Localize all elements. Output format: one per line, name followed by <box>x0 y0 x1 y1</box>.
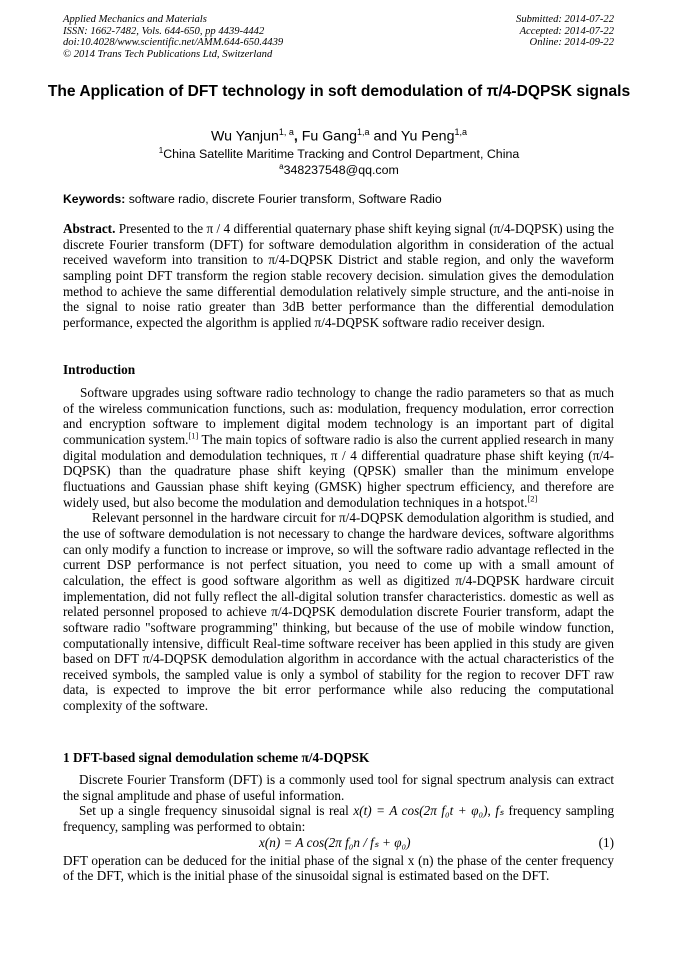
paragraph-text: , <box>487 803 491 819</box>
citation-ref: [2] <box>527 493 538 504</box>
section-heading-dft: 1 DFT-based signal demodulation scheme π/4-DQPSK <box>63 750 370 765</box>
journal-info-header <box>63 14 283 60</box>
equation-body: x(n) = A cos(2π f₀n / fₛ + φ₀) <box>259 834 411 850</box>
keywords <box>63 192 615 207</box>
online-date: Online: 2014-09-22 <box>529 37 614 49</box>
paragraph: Relevant personnel in the hardware circuit for π/4-DQPSK demodulation algorithm is studied, and the use of software demodulation is not necessary to change the hardware devices, software algorithms can only modify a function to increase or improve, so will the software radio advantage reflected in the current DSP performance is not perfect situation, you need to come up with a small amount of calculation, the effect is good software algorithm as well as digitized π/4-DQPSK hardware circuit implementation, did not fully reflect the all-digital solution transfer characteristics. domestic as well as related personnel proposed to achieve π/4-DQPSK demodulation discrete Fourier transform, adapt the software radio "software programming" thinking, but because of the use of mobile window function, computationally intensive, difficult Real-time software receiver has been applied in this study are given based on DFT π/4-DQPSK demodulation algorithm in accordance with the actual characteristics of the received symbols, the sampled value is only a symbol of stability for the region to recover DFT raw data, is expected to improve the bit error performance while also reducing the computational complexity of the software. <box>63 510 614 714</box>
email-address: 348237548@qq.com <box>283 163 399 178</box>
copyright-line: © 2014 Trans Tech Publications Ltd, Switzerland <box>63 48 273 60</box>
sampling-frequency-symbol: fₛ <box>495 803 504 819</box>
paragraph: DFT operation can be deduced for the initial phase of the signal x (n) the phase of the center frequency of the DFT, which is the initial phase of the sinusoidal signal is estimated based on the DFT. <box>63 852 614 884</box>
dates-header <box>516 14 614 49</box>
author-separator: , <box>293 128 302 145</box>
email-mark: a <box>279 162 284 171</box>
inline-equation: x(t) = A cos(2π f₀t + φ₀) <box>353 803 488 819</box>
author-affiliation-mark: 1, a <box>278 127 294 137</box>
author-affiliation-mark: 1,a <box>356 127 370 137</box>
affiliation-org: China Satellite Maritime Tracking and Control Department, China <box>163 147 520 162</box>
abstract <box>63 221 614 331</box>
paper-title: The Application of DFT technology in soft demodulation of π/4-DQPSK signals <box>47 83 631 100</box>
paragraph <box>63 385 614 510</box>
author-name: Yu Peng <box>400 128 455 145</box>
paragraph-text: frequency sampling frequency, sampling was performed to obtain: <box>63 803 615 834</box>
equation-number: (1) <box>598 834 614 850</box>
paragraph-text: Set up a single frequency sinusoidal signal is real <box>79 803 349 819</box>
paragraph: Discrete Fourier Transform (DFT) is a commonly used tool for signal spectrum analysis can extract the signal amplitude and phase of useful information. <box>63 772 614 803</box>
author-separator: and <box>369 128 401 145</box>
author-affiliation-mark: 1,a <box>454 127 467 137</box>
paragraph <box>63 803 614 834</box>
author-name: Fu Gang <box>301 128 357 145</box>
author-email <box>40 159 638 178</box>
paragraph-text: The main topics of software radio is also the current applied research in many digital modulation and demodulation techniques, π / 4 differential quadrature phase shift keying (π/4-DQPSK) than the quadrature phase shift keying (QPSK) smaller than the minimum envelope fluctuations and Gaussian phase shift keying (GMSK) higher spectrum efficiency, and therefore are widely used, but also become the modulation and demodulation techniques in a hotspot. <box>63 431 615 510</box>
issn-line: ISSN: 1662-7482, Vols. 644-650, pp 4439-4442 <box>63 25 265 37</box>
journal-name: Applied Mechanics and Materials <box>63 14 207 25</box>
keywords-label: Keywords: <box>63 192 126 206</box>
accepted-date: Accepted: 2014-07-22 <box>519 25 614 37</box>
abstract-text: Presented to the π / 4 differential quaternary phase shift keying signal (π/4-DQPSK) using the discrete Fourier transform (DFT) for software demodulation algorithm in consideration of the actual received waveform into transition to π/4-DQPSK District and stable region, and only the waveform sampling point DFT transform the region stable recovery decision. simulation gives the demodulation method to achieve the same differential demodulation relatively simple structure, and the anti-noise in the signal to noise ratio greater than 3dB better performance than the differential demodulation performance, expected the algorithm is applied π/4-DQPSK software radio receiver design. <box>63 221 614 330</box>
equation-1 <box>63 835 614 853</box>
author-name: Wu Yanjun <box>211 128 279 145</box>
submitted-date: Submitted: 2014-07-22 <box>516 14 614 25</box>
affiliation-mark: 1 <box>158 146 164 155</box>
keywords-text: software radio, discrete Fourier transform, Software Radio <box>125 192 442 206</box>
section-heading-introduction: Introduction <box>63 362 136 377</box>
paragraph-text: Software upgrades using software radio technology to change the radio parameters so that as much of the wireless communication functions, such as: modulation, frequency modulation, error correction and encryption software to implement digital modem technology is an important part of digital communication system. <box>63 385 614 447</box>
abstract-label: Abstract. <box>63 221 116 236</box>
introduction-body <box>63 385 614 714</box>
section-1-body <box>63 772 614 884</box>
citation-ref: [1] <box>188 430 199 441</box>
doi-line: doi:10.4028/www.scientific.net/AMM.644-650.4439 <box>63 37 284 49</box>
